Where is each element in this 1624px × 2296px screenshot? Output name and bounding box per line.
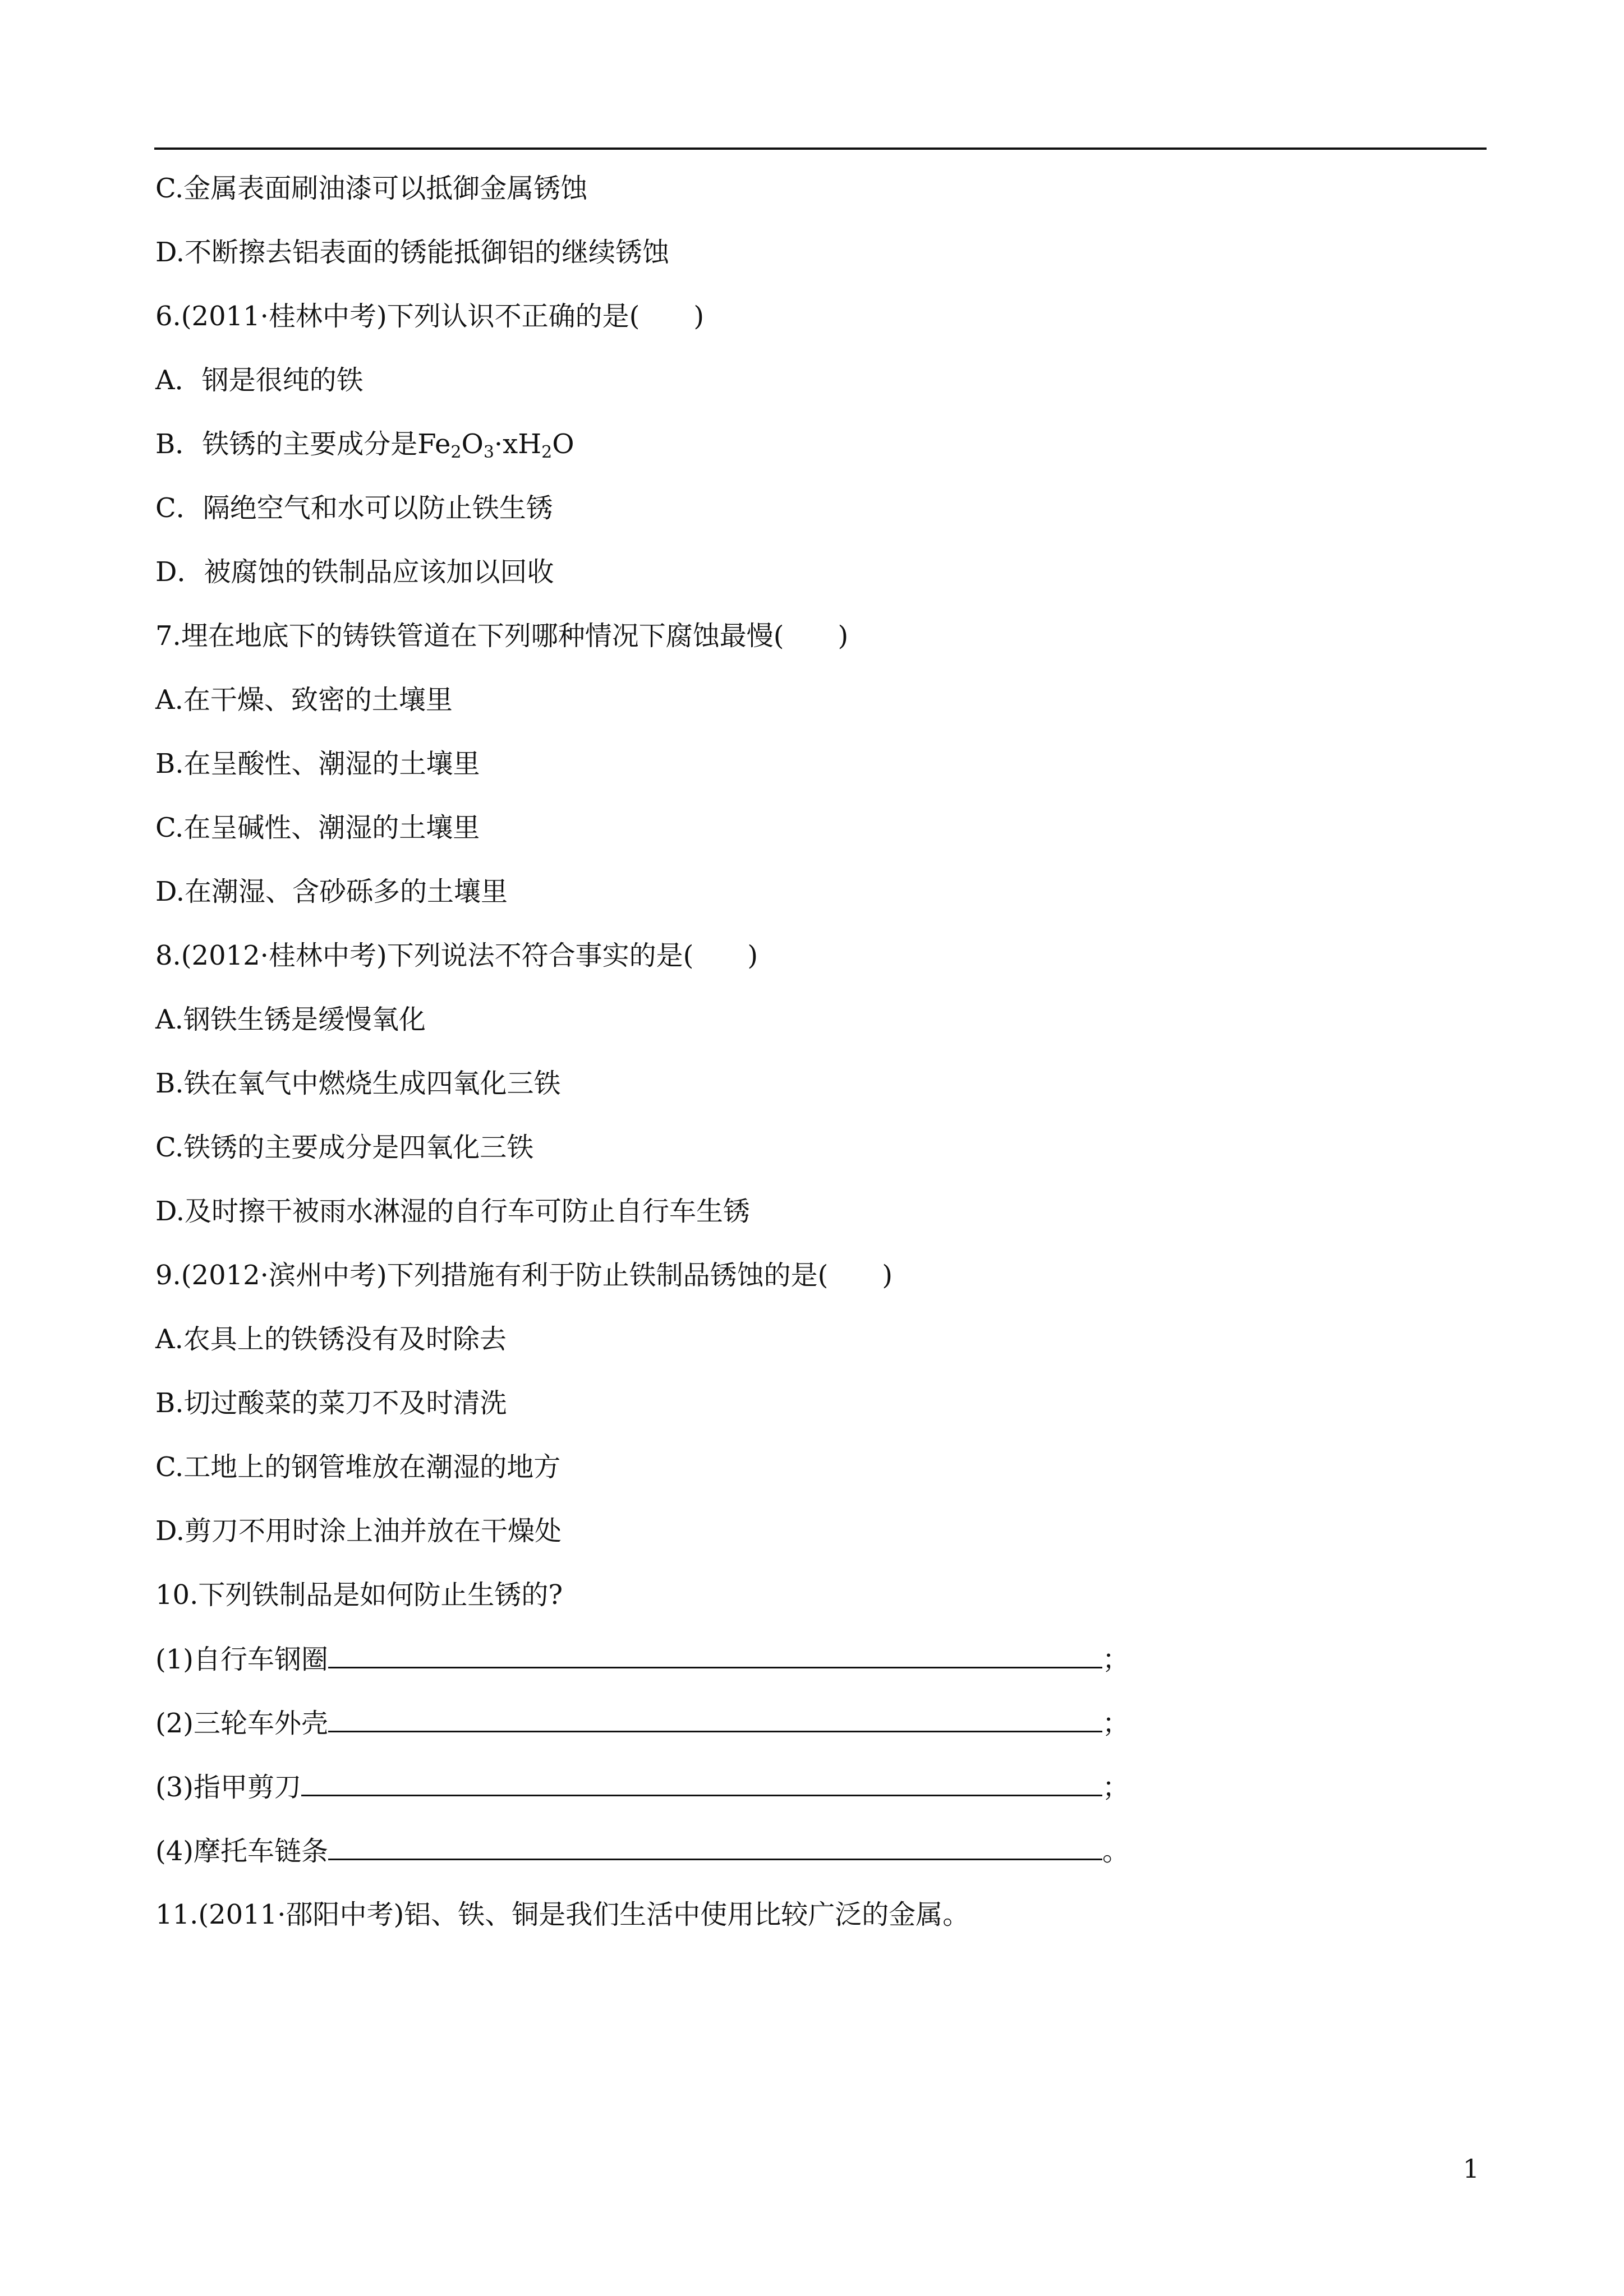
q7-option-a: A.在干燥、致密的土壤里 <box>155 684 453 716</box>
q9-stem: 9.(2012·滨州中考)下列措施有利于防止铁制品锈蚀的是( ) <box>155 1260 893 1291</box>
formula-sub-3: 3 <box>483 442 494 462</box>
formula-sub-h2: 2 <box>541 442 553 462</box>
q9-option-d: D.剪刀不用时涂上油并放在干燥处 <box>155 1515 562 1547</box>
formula-fe: Fe <box>417 428 451 460</box>
q8-option-b: B.铁在氧气中燃烧生成四氧化三铁 <box>155 1068 561 1099</box>
q10-item-label: (2)三轮车外壳 <box>155 1708 328 1739</box>
q10-item-4 <box>155 1834 1129 1868</box>
formula-sub-2: 2 <box>450 442 462 462</box>
q10-item-label: (4)摩托车链条 <box>155 1836 328 1867</box>
q7-option-b: B.在呈酸性、潮湿的土壤里 <box>155 748 480 780</box>
formula-xh: ·xH <box>494 428 542 460</box>
q8-option-d: D.及时擦干被雨水淋湿的自行车可防止自行车生锈 <box>155 1196 751 1227</box>
q9-option-a: A.农具上的铁锈没有及时除去 <box>155 1324 507 1355</box>
q10-item-end: ； <box>1102 1772 1130 1803</box>
answer-blank[interactable] <box>301 1770 1102 1796</box>
q5-option-c: C.金属表面刷油漆可以抵御金属锈蚀 <box>155 173 588 204</box>
q6-option-a: A．钢是很纯的铁 <box>155 365 364 396</box>
formula-o-end: O <box>552 428 574 460</box>
q6-stem: 6.(2011·桂林中考)下列认识不正确的是( ) <box>155 301 705 332</box>
q6-option-c: C．隔绝空气和水可以防止铁生锈 <box>155 492 553 524</box>
q10-item-end: 。 <box>1102 1836 1130 1867</box>
page-number: 1 <box>1462 2154 1479 2184</box>
q10-item-end: ； <box>1102 1708 1130 1739</box>
q8-option-a: A.钢铁生锈是缓慢氧化 <box>155 1004 426 1035</box>
q11-stem: 11.(2011·邵阳中考)铝、铁、铜是我们生活中使用比较广泛的金属。 <box>155 1899 970 1930</box>
q5-option-d: D.不断擦去铝表面的锈能抵御铝的继续锈蚀 <box>155 237 670 268</box>
q7-stem: 7.埋在地底下的铸铁管道在下列哪种情况下腐蚀最慢( ) <box>155 620 849 652</box>
q7-option-c: C.在呈碱性、潮湿的土壤里 <box>155 812 480 843</box>
q10-item-2 <box>155 1706 1129 1740</box>
q7-option-d: D.在潮湿、含砂砾多的土壤里 <box>155 876 508 907</box>
q9-option-c: C.工地上的钢管堆放在潮湿的地方 <box>155 1451 561 1483</box>
q10-item-label: (1)自行车钢圈 <box>155 1644 328 1675</box>
q8-option-c: C.铁锈的主要成分是四氧化三铁 <box>155 1132 534 1163</box>
q10-item-label: (3)指甲剪刀 <box>155 1772 301 1803</box>
formula-o: O <box>461 428 484 460</box>
q10-stem: 10.下列铁制品是如何防止生锈的? <box>155 1579 563 1611</box>
q6-option-d: D．被腐蚀的铁制品应该加以回收 <box>155 556 554 588</box>
q10-item-end: ； <box>1102 1644 1130 1675</box>
q9-option-b: B.切过酸菜的菜刀不及时清洗 <box>155 1387 507 1419</box>
q6-b-text: B．铁锈的主要成分是 <box>155 428 418 460</box>
q6-option-b <box>155 427 574 461</box>
answer-blank[interactable] <box>328 1642 1102 1668</box>
header-rule <box>154 147 1487 150</box>
answer-blank[interactable] <box>328 1834 1102 1860</box>
q10-item-3 <box>155 1770 1129 1804</box>
answer-blank[interactable] <box>328 1706 1102 1732</box>
q8-stem: 8.(2012·桂林中考)下列说法不符合事实的是( ) <box>155 940 758 971</box>
q10-item-1 <box>155 1642 1129 1676</box>
